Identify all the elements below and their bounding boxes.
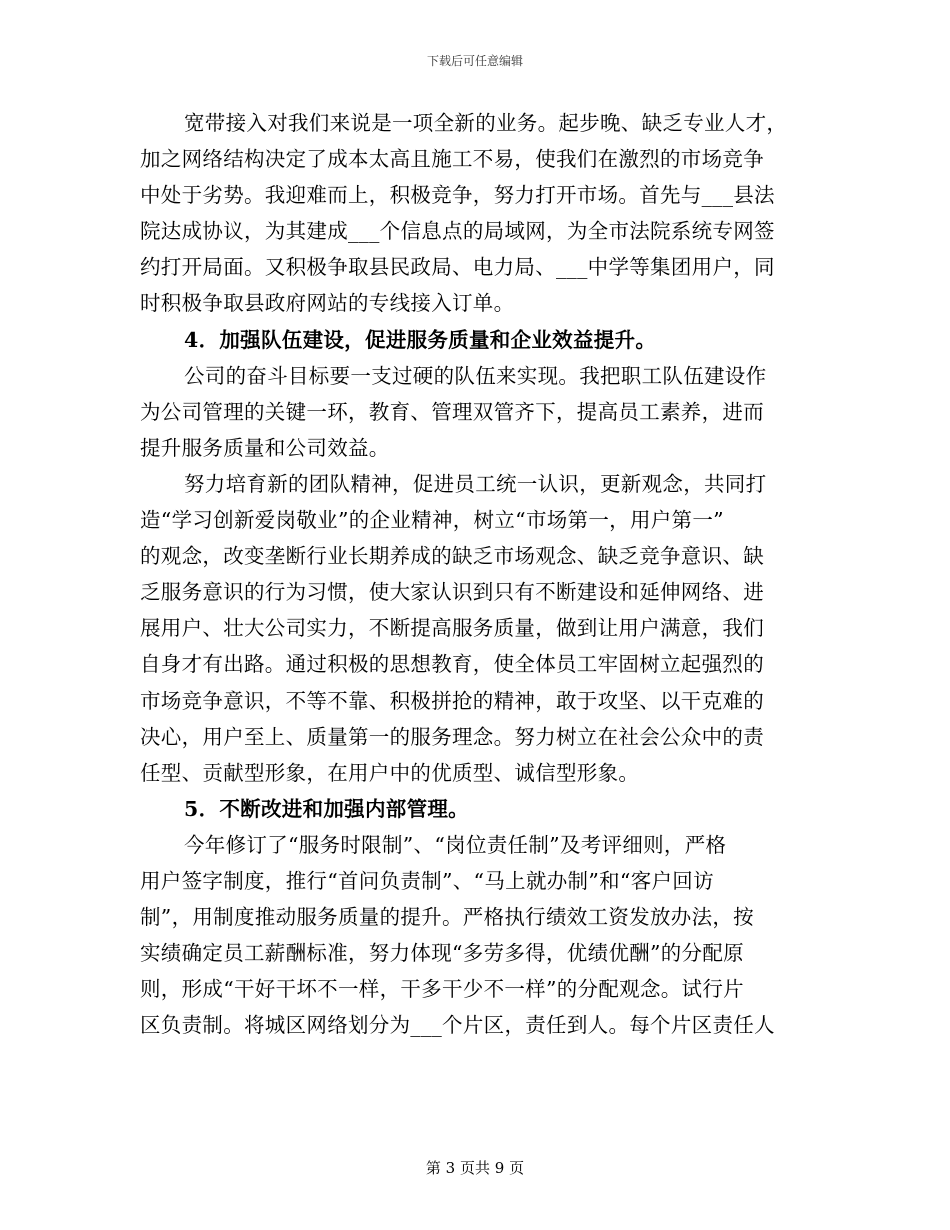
paragraph-line: 决心，用户至上、质量第一的服务理念。努力树立在社会公众中的责: [140, 724, 764, 749]
paragraph-line: 努力培育新的团队精神，促进员工统一认识，更新观念，共同打: [184, 471, 767, 496]
document-body: [140, 105, 804, 1043]
header-note: 下载后可任意编辑: [426, 54, 523, 68]
paragraph-line: 时积极争取县政府网站的专线接入订单。: [140, 291, 515, 316]
paragraph-line: 中处于劣势。我迎难而上，积极竞争，努力打开市场。首先与___县法: [140, 183, 775, 208]
paragraph-line: 今年修订了“服务时限制”、“岗位责任制”及考评细则，严格: [184, 832, 727, 857]
paragraph-line: 展用户、壮大公司实力，不断提高服务质量，做到让用户满意，我们: [140, 616, 764, 641]
paragraph-line: 自身才有出路。通过积极的思想教育，使全体员工牢固树立起强烈的: [140, 652, 764, 677]
paragraph-line: 任型、贡献型形象，在用户中的优质型、诚信型形象。: [140, 760, 640, 785]
section-heading: 5．不断改进和加强内部管理。: [184, 796, 469, 821]
paragraph-line: 为公司管理的关键一环，教育、管理双管齐下，提高员工素养，进而: [140, 399, 764, 424]
paragraph-line: 用户签字制度，推行“首问负责制”、“马上就办制”和“客户回访: [140, 868, 714, 893]
paragraph-line: 加之网络结构决定了成本太高且施工不易，使我们在激烈的市场竞争: [140, 147, 764, 172]
paragraph-line: 实绩确定员工薪酬标准，努力体现“多劳多得，优绩优酬”的分配原: [140, 941, 744, 966]
paragraph-line: 区负责制。将城区网络划分为___个片区，责任到人。每个片区责任人: [140, 1013, 775, 1038]
paragraph-line: 则，形成“干好干坏不一样，干多干少不一样”的分配观念。试行片: [140, 977, 744, 1002]
paragraph-line: 制”，用制度推动服务质量的提升。严格执行绩效工资发放办法，按: [140, 905, 754, 930]
paragraph-line: 宽带接入对我们来说是一项全新的业务。起步晚、缺乏专业人才，: [184, 111, 788, 135]
paragraph-line: 院达成协议，为其建成___个信息点的局域网，为全市法院系统专网签: [140, 219, 775, 244]
page-number: 第 3 页共 9 页: [425, 1159, 525, 1177]
paragraph-line: 提升服务质量和公司效益。: [140, 435, 390, 460]
paragraph-line: 约打开局面。又积极争取县民政局、电力局、___中学等集团用户，同: [140, 255, 775, 280]
paragraph-line: 市场竞争意识，不等不靠、积极拼抢的精神，敢于攻坚、以干克难的: [140, 688, 764, 713]
paragraph-line: 的观念，改变垄断行业长期养成的缺乏市场观念、缺乏竞争意识、缺: [140, 544, 764, 569]
paragraph-line: 造“学习创新爱岗敬业”的企业精神，树立“市场第一，用户第一”: [140, 508, 724, 533]
paragraph-line: 公司的奋斗目标要一支过硬的队伍来实现。我把职工队伍建设作: [184, 363, 767, 388]
section-heading: 4．加强队伍建设，促进服务质量和企业效益提升。: [184, 327, 657, 352]
paragraph-line: 乏服务意识的行为习惯，使大家认识到只有不断建设和延伸网络、进: [140, 580, 764, 605]
